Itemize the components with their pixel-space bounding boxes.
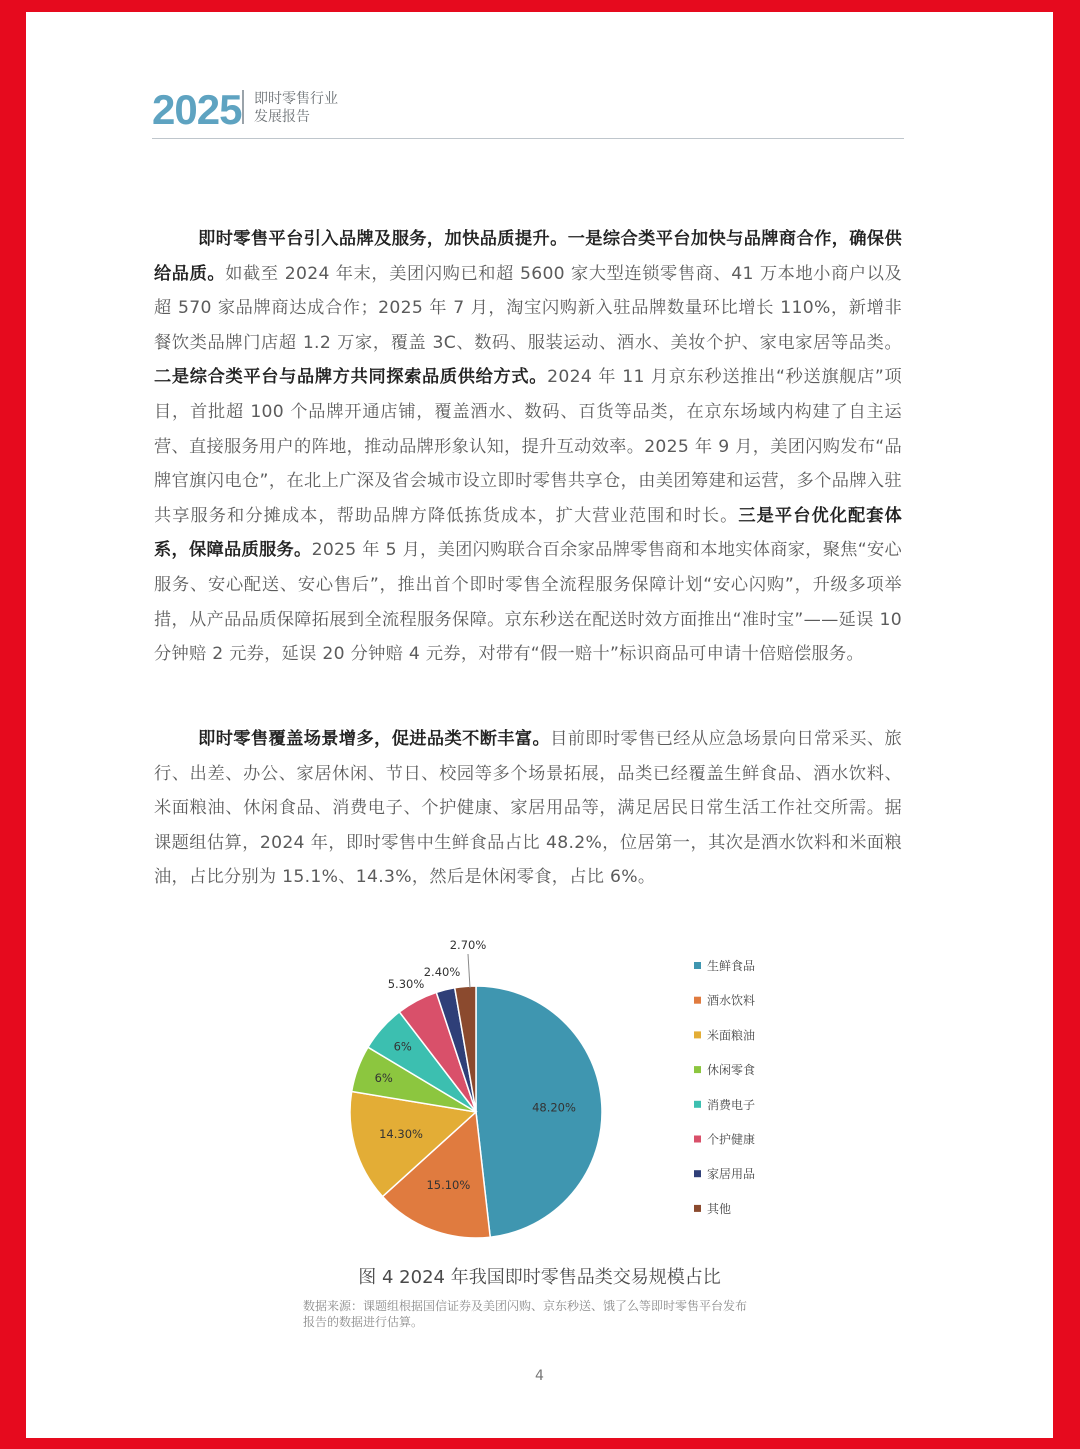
para2-bold1: 即时零售覆盖场景增多，促进品类不断丰富。	[198, 729, 551, 749]
slice-label: 2.40%	[423, 965, 461, 979]
header-divider	[242, 90, 244, 124]
legend-swatch	[694, 1170, 701, 1177]
legend-label: 生鲜食品	[707, 959, 756, 973]
para2-text1: 目前即时零售已经从应急场景向日常采买、旅行、出差、办公、家居休闲、节日、校园等多个场景拓展，品类已经覆盖生鲜食品、酒水饮料、米面粮油、休闲食品、消费电子、个护健康、家居用品等，满足居民日常生活工作社交所需。据课题组估算，2024 年，即时零售中生鲜食品占比 48.2%，位居第一，其次是酒水饮料和米面粮油，占比分别为 15.1%、14.3%，然后是休闲零食，占比 6%。	[154, 729, 902, 888]
legend-swatch	[694, 1136, 701, 1143]
legend-swatch	[694, 962, 701, 969]
para1-bold2: 二是综合类平台与品牌方共同探索品质供给方式。	[154, 367, 548, 388]
slice-label: 2.70%	[449, 938, 487, 952]
legend-swatch	[694, 1205, 701, 1212]
legend-label: 消费电子	[707, 1097, 756, 1112]
para1-text1: 如截至 2024 年末，美团闪购已和超 5600 家大型连锁零售商、41 万本地小商户以及超 570 家品牌商达成合作；2025 年 7 月，淘宝闪购新入驻品牌数量环比增长 110%，新增非餐饮类品牌门店超 1.2 万家，覆盖 3C、数码、服装运动、酒水、美妆个护、家电家居等品类。	[154, 263, 903, 353]
page-number: 4	[535, 1368, 544, 1384]
legend-swatch	[694, 1066, 701, 1073]
legend-label: 酒水饮料	[707, 993, 756, 1008]
legend-label: 其他	[707, 1201, 732, 1216]
slice-leader-line	[468, 954, 470, 988]
pie-chart	[296, 912, 776, 1252]
figure-caption: 图 4 2024 年我国即时零售品类交易规模占比	[358, 1267, 721, 1288]
slice-label: 6%	[374, 1071, 393, 1086]
header-subtitle	[254, 90, 338, 126]
legend-label: 个护健康	[707, 1132, 756, 1147]
header-year: 2025	[152, 86, 242, 133]
paragraph-brand-quality	[154, 222, 902, 672]
para1-bold3: 三是平台优化配套体系，保障品质服务。	[154, 505, 902, 561]
slice-label: 14.30%	[379, 1127, 423, 1142]
slice-label: 48.20%	[532, 1100, 576, 1115]
para1-bold1: 即时零售平台引入品牌及服务，加快品质提升。一是综合类平台加快与品牌商合作，确保供给品质。	[154, 229, 902, 284]
page-header	[152, 82, 904, 139]
slice-label: 15.10%	[426, 1178, 471, 1193]
header-subtitle-line2: 发展报告	[254, 109, 310, 125]
legend-swatch	[694, 1031, 701, 1038]
legend-label: 米面粮油	[707, 1028, 756, 1043]
paragraph-scenarios	[154, 722, 902, 895]
data-source-note: 数据来源：课题组根据国信证券及美团闪购、京东秒送、饿了么等即时零售平台发布报告的数据进行估算。	[303, 1299, 748, 1329]
header-subtitle-line1: 即时零售行业	[254, 91, 338, 107]
para1-text3: 2025 年 5 月，美团闪购联合百余家品牌零售商和本地实体商家，聚焦“安心服务、安心配送、安心售后”，推出首个即时零售全流程服务保障计划“安心闪购”，升级多项举措，从产品品质保障拓展到全流程服务保障。京东秒送在配送时效方面推出“准时宝”——延误 10 分钟赔 2 元券，延误 20 分钟赔 4 元券，对带有“假一赔十”标识商品可申请十倍赔偿服务。	[154, 540, 903, 665]
legend-label: 家居用品	[707, 1167, 756, 1182]
legend-label: 休闲零食	[707, 1063, 756, 1078]
para1-text2: 2024 年 11 月京东秒送推出“秒送旗舰店”项目，首批超 100 个品牌开通店铺，覆盖酒水、数码、百货等品类，在京东场域内构建了自主运营、直接服务用户的阵地，推动品牌形象认知，提升互动效率。2025 年 9 月，美团闪购发布“品牌官旗闪电仓”，在北上广深及省会城市设立即时零售共享仓，由美团筹建和运营，多个品牌入驻共享服务和分摊成本，帮助品牌方降低拣货成本，扩大营业范围和时长。	[154, 367, 903, 526]
slice-label: 6%	[393, 1039, 412, 1054]
legend-swatch	[694, 997, 701, 1004]
report-page	[26, 12, 1053, 1438]
legend-swatch	[694, 1101, 701, 1108]
slice-label: 5.30%	[387, 977, 425, 991]
